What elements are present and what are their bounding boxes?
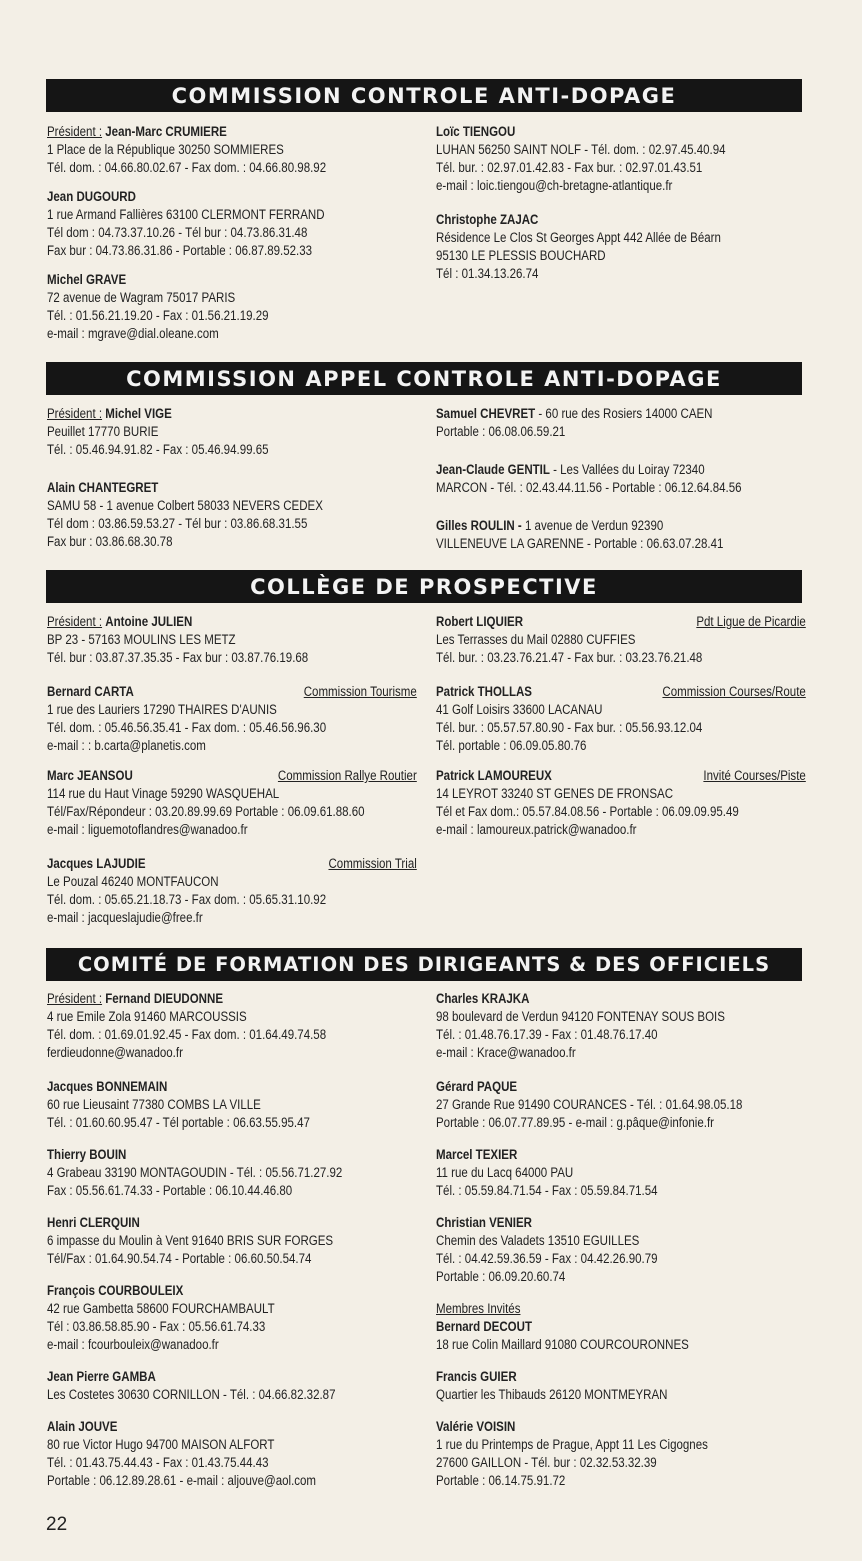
contact-address: 27600 GAILLON - Tél. bur : 02.32.53.32.39 — [436, 1455, 657, 1470]
contact-name: Michel VIGE — [105, 406, 172, 421]
commission-tag: Commission Tourisme — [303, 684, 417, 699]
contact-name: Valérie VOISIN — [436, 1419, 516, 1434]
contact-phone: Tél : 03.86.58.85.90 - Fax : 05.56.61.74.33 — [47, 1319, 266, 1334]
contact-entry — [436, 1146, 806, 1200]
section-header-anti-doping: COMMISSION CONTROLE ANTI-DOPAGE — [46, 79, 802, 112]
contact-phone: Tél/Fax : 01.64.90.54.74 - Portable : 06.60.50.54.74 — [47, 1251, 312, 1266]
contact-address: 27 Grande Rue 91490 COURANCES - Tél. : 01.64.98.05.18 — [436, 1097, 743, 1112]
commission-tag: Commission Trial — [328, 856, 417, 871]
contact-phone: Tél : 01.34.13.26.74 — [436, 266, 539, 281]
contact-phone: Tél dom : 04.73.37.10.26 - Tél bur : 04.73.86.31.48 — [47, 225, 308, 240]
president-label: Président : — [47, 124, 103, 139]
contact-entry — [436, 123, 806, 195]
contact-address: Peuillet 17770 BURIE — [47, 424, 159, 439]
contact-address: Quartier les Thibauds 26120 MONTMEYRAN — [436, 1387, 668, 1402]
contact-address: 1 rue des Lauriers 17290 THAIRES D'AUNIS — [47, 702, 277, 717]
contact-address: Le Pouzal 46240 MONTFAUCON — [47, 874, 219, 889]
contact-email: e-mail : liguemotoflandres@wanadoo.fr — [47, 822, 248, 837]
contact-address: - 60 rue des Rosiers 14000 CAEN — [535, 406, 713, 421]
contact-name: Jacques BONNEMAIN — [47, 1079, 168, 1094]
contact-entry — [436, 517, 806, 553]
contact-address: 98 boulevard de Verdun 94120 FONTENAY SOUS BOIS — [436, 1009, 725, 1024]
contact-address: 11 rue du Lacq 64000 PAU — [436, 1165, 574, 1180]
contact-phone: Tél. : 04.42.59.36.59 - Fax : 04.42.26.90.79 — [436, 1251, 658, 1266]
contact-address: 114 rue du Haut Vinage 59290 WASQUEHAL — [47, 786, 280, 801]
contact-entry — [436, 683, 806, 755]
contact-name: Charles KRAJKA — [436, 991, 530, 1006]
contact-phone: Tél. : 05.46.94.91.82 - Fax : 05.46.94.99.65 — [47, 442, 269, 457]
contact-name: Alain JOUVE — [47, 1419, 118, 1434]
contact-entry — [47, 271, 417, 343]
contact-name: Gilles ROULIN - — [436, 518, 522, 533]
contact-entry — [47, 683, 417, 755]
contact-phone: Tél. : 01.48.76.17.39 - Fax : 01.48.76.17.40 — [436, 1027, 658, 1042]
contact-entry — [47, 767, 417, 839]
contact-name: François COURBOULEIX — [47, 1283, 184, 1298]
section-header-training-committee: COMITÉ DE FORMATION DES DIRIGEANTS & DES OFFICIELS — [46, 948, 802, 981]
contact-name: Jean DUGOURD — [47, 189, 136, 204]
contact-entry — [47, 1078, 417, 1132]
president-label: Président : — [47, 991, 103, 1006]
commission-tag: Commission Courses/Route — [662, 684, 806, 699]
contact-entry — [436, 1368, 806, 1404]
section-4-right-column — [436, 990, 806, 1490]
contact-entry — [47, 613, 417, 667]
contact-entry — [47, 479, 417, 551]
page-number: 22 — [46, 1514, 68, 1535]
contact-address: 1 rue Armand Fallières 63100 CLERMONT FERRAND — [47, 207, 325, 222]
contact-entry — [436, 1078, 806, 1132]
contact-entry — [47, 855, 417, 927]
commission-tag: Commission Rallye Routier — [277, 768, 417, 783]
contact-address: 4 rue Emile Zola 91460 MARCOUSSIS — [47, 1009, 247, 1024]
contact-entry — [436, 1418, 806, 1490]
contact-phone: Tél. dom. : 05.65.21.18.73 - Fax dom. : 05.65.31.10.92 — [47, 892, 327, 907]
contact-address: 1 avenue de Verdun 92390 — [521, 518, 664, 533]
section-header-college: COLLÈGE DE PROSPECTIVE — [46, 570, 802, 603]
contact-phone: Tél. bur. : 05.57.57.80.90 - Fax bur. : 05.56.93.12.04 — [436, 720, 703, 735]
contact-address: 42 rue Gambetta 58600 FOURCHAMBAULT — [47, 1301, 275, 1316]
contact-phone: Tél. : 01.43.75.44.43 - Fax : 01.43.75.44.43 — [47, 1455, 269, 1470]
contact-phone: Tél/Fax/Répondeur : 03.20.89.99.69 Portable : 06.09.61.88.60 — [47, 804, 365, 819]
contact-phone: Tél. dom. : 01.69.01.92.45 - Fax dom. : 01.64.49.74.58 — [47, 1027, 327, 1042]
contact-address: 60 rue Lieusaint 77380 COMBS LA VILLE — [47, 1097, 261, 1112]
contact-address: Chemin des Valadets 13510 EGUILLES — [436, 1233, 640, 1248]
contact-address: Résidence Le Clos St Georges Appt 442 Allée de Béarn — [436, 230, 721, 245]
contact-name: Christophe ZAJAC — [436, 212, 539, 227]
contact-phone: Tél. : 01.56.21.19.20 - Fax : 01.56.21.19.29 — [47, 308, 269, 323]
contact-phone: VILLENEUVE LA GARENNE - Portable : 06.63.07.28.41 — [436, 536, 724, 551]
contact-entry — [436, 767, 806, 839]
contact-phone: Portable : 06.08.06.59.21 — [436, 424, 566, 439]
section-1-left-column — [47, 123, 417, 343]
contact-phone: Portable : 06.07.77.89.95 - e-mail : g.pâque@infonie.fr — [436, 1115, 715, 1130]
section-2-right-column — [436, 405, 806, 553]
contact-address: SAMU 58 - 1 avenue Colbert 58033 NEVERS CEDEX — [47, 498, 323, 513]
contact-entry — [47, 188, 417, 260]
contact-entry — [436, 405, 806, 441]
contact-entry — [436, 990, 806, 1062]
contact-name: Thierry BOUIN — [47, 1147, 127, 1162]
contact-phone: Portable : 06.14.75.91.72 — [436, 1473, 566, 1488]
contact-address: BP 23 - 57163 MOULINS LES METZ — [47, 632, 236, 647]
contact-entry — [47, 990, 417, 1062]
contact-name: Bernard CARTA — [47, 684, 134, 699]
section-4-left-column — [47, 990, 417, 1490]
contact-address: Les Costetes 30630 CORNILLON - Tél. : 04.66.82.32.87 — [47, 1387, 336, 1402]
contact-address: 72 avenue de Wagram 75017 PARIS — [47, 290, 236, 305]
contact-email: e-mail : Krace@wanadoo.fr — [436, 1045, 576, 1060]
contact-address: - Les Vallées du Loiray 72340 — [549, 462, 705, 477]
contact-phone: Portable : 06.12.89.28.61 - e-mail : aljouve@aol.com — [47, 1473, 317, 1488]
contact-name: Jacques LAJUDIE — [47, 856, 146, 871]
contact-address: LUHAN 56250 SAINT NOLF - Tél. dom. : 02.97.45.40.94 — [436, 142, 726, 157]
contact-phone: Tél. bur : 03.87.37.35.35 - Fax bur : 03.87.76.19.68 — [47, 650, 309, 665]
contact-address: 41 Golf Loisirs 33600 LACANAU — [436, 702, 603, 717]
contact-phone: Tél. : 01.60.60.95.47 - Tél portable : 06.63.55.95.47 — [47, 1115, 310, 1130]
contact-address: 95130 LE PLESSIS BOUCHARD — [436, 248, 606, 263]
contact-entry — [47, 1214, 417, 1268]
section-2-left-column — [47, 405, 417, 551]
contact-name: Patrick THOLLAS — [436, 684, 532, 699]
contact-entry — [436, 211, 806, 283]
contact-phone: Tél. bur. : 03.23.76.21.47 - Fax bur. : 03.23.76.21.48 — [436, 650, 703, 665]
contact-name: Samuel CHEVRET — [436, 406, 536, 421]
contact-name: Francis GUIER — [436, 1369, 517, 1384]
contact-email: e-mail : jacqueslajudie@free.fr — [47, 910, 203, 925]
contact-phone: Tél. : 05.59.84.71.54 - Fax : 05.59.84.71.54 — [436, 1183, 658, 1198]
contact-phone: Portable : 06.09.20.60.74 — [436, 1269, 566, 1284]
commission-tag: Invité Courses/Piste — [703, 768, 806, 783]
contact-entry — [47, 1146, 417, 1200]
contact-name: Alain CHANTEGRET — [47, 480, 159, 495]
contact-email: e-mail : loic.tiengou@ch-bretagne-atlantique.fr — [436, 178, 673, 193]
contact-address: Les Terrasses du Mail 02880 CUFFIES — [436, 632, 636, 647]
contact-name: Marc JEANSOU — [47, 768, 133, 783]
contact-name: Henri CLERQUIN — [47, 1215, 140, 1230]
section-3-left-column — [47, 613, 417, 927]
contact-name: Fernand DIEUDONNE — [105, 991, 224, 1006]
contact-entry — [47, 405, 417, 459]
contact-entry — [47, 1282, 417, 1354]
contact-phone: Tél. portable : 06.09.05.80.76 — [436, 738, 587, 753]
contact-name: Marcel TEXIER — [436, 1147, 518, 1162]
contact-phone: Tél et Fax dom.: 05.57.84.08.56 - Portable : 06.09.09.95.49 — [436, 804, 739, 819]
members-invited-label: Membres Invités — [436, 1301, 521, 1316]
contact-email: ferdieudonne@wanadoo.fr — [47, 1045, 183, 1060]
contact-phone: Tél. bur. : 02.97.01.42.83 - Fax bur. : 02.97.01.43.51 — [436, 160, 703, 175]
contact-address: 1 rue du Printemps de Prague, Appt 11 Les Cigognes — [436, 1437, 708, 1452]
commission-tag: Pdt Ligue de Picardie — [696, 614, 806, 629]
contact-phone: Fax : 05.56.61.74.33 - Portable : 06.10.44.46.80 — [47, 1183, 293, 1198]
contact-entry — [47, 1418, 417, 1490]
contact-email: e-mail : : b.carta@planetis.com — [47, 738, 206, 753]
section-1-right-column — [436, 123, 806, 283]
contact-phone: Tél. dom. : 05.46.56.35.41 - Fax dom. : 05.46.56.96.30 — [47, 720, 327, 735]
contact-name: Loïc TIENGOU — [436, 124, 516, 139]
president-label: Président : — [47, 614, 103, 629]
contact-entry — [436, 461, 806, 497]
contact-phone: Tél dom : 03.86.59.53.27 - Tél bur : 03.86.68.31.55 — [47, 516, 308, 531]
contact-phone: Tél. dom. : 04.66.80.02.67 - Fax dom. : 04.66.80.98.92 — [47, 160, 327, 175]
section-header-appeal-anti-doping: COMMISSION APPEL CONTROLE ANTI-DOPAGE — [46, 362, 802, 395]
contact-entry — [47, 1368, 417, 1404]
contact-name: Robert LIQUIER — [436, 614, 524, 629]
contact-address: 14 LEYROT 33240 ST GENES DE FRONSAC — [436, 786, 674, 801]
contact-name: Antoine JULIEN — [105, 614, 193, 629]
contact-name: Christian VENIER — [436, 1215, 532, 1230]
contact-entry — [436, 613, 806, 667]
contact-address: 6 impasse du Moulin à Vent 91640 BRIS SUR FORGES — [47, 1233, 334, 1248]
contact-entry — [47, 123, 417, 177]
contact-address: 4 Grabeau 33190 MONTAGOUDIN - Tél. : 05.56.71.27.92 — [47, 1165, 343, 1180]
contact-phone: Fax bur : 04.73.86.31.86 - Portable : 06.87.89.52.33 — [47, 243, 313, 258]
contact-email: e-mail : lamoureux.patrick@wanadoo.fr — [436, 822, 637, 837]
section-3-right-column — [436, 613, 806, 839]
contact-email: e-mail : fcourbouleix@wanadoo.fr — [47, 1337, 219, 1352]
contact-address: 1 Place de la République 30250 SOMMIERES — [47, 142, 284, 157]
president-label: Président : — [47, 406, 103, 421]
contact-name: Jean-Claude GENTIL — [436, 462, 550, 477]
contact-name: Jean-Marc CRUMIERE — [105, 124, 227, 139]
contact-name: Patrick LAMOUREUX — [436, 768, 552, 783]
contact-name: Bernard DECOUT — [436, 1319, 532, 1334]
contact-email: e-mail : mgrave@dial.oleane.com — [47, 326, 219, 341]
contact-entry — [436, 1300, 806, 1354]
contact-name: Jean Pierre GAMBA — [47, 1369, 156, 1384]
contact-address: 80 rue Victor Hugo 94700 MAISON ALFORT — [47, 1437, 275, 1452]
contact-entry — [436, 1214, 806, 1286]
contact-address: 18 rue Colin Maillard 91080 COURCOURONNES — [436, 1337, 689, 1352]
contact-phone: Fax bur : 03.86.68.30.78 — [47, 534, 173, 549]
contact-phone: MARCON - Tél. : 02.43.44.11.56 - Portable : 06.12.64.84.56 — [436, 480, 742, 495]
contact-name: Gérard PAQUE — [436, 1079, 518, 1094]
contact-name: Michel GRAVE — [47, 272, 127, 287]
